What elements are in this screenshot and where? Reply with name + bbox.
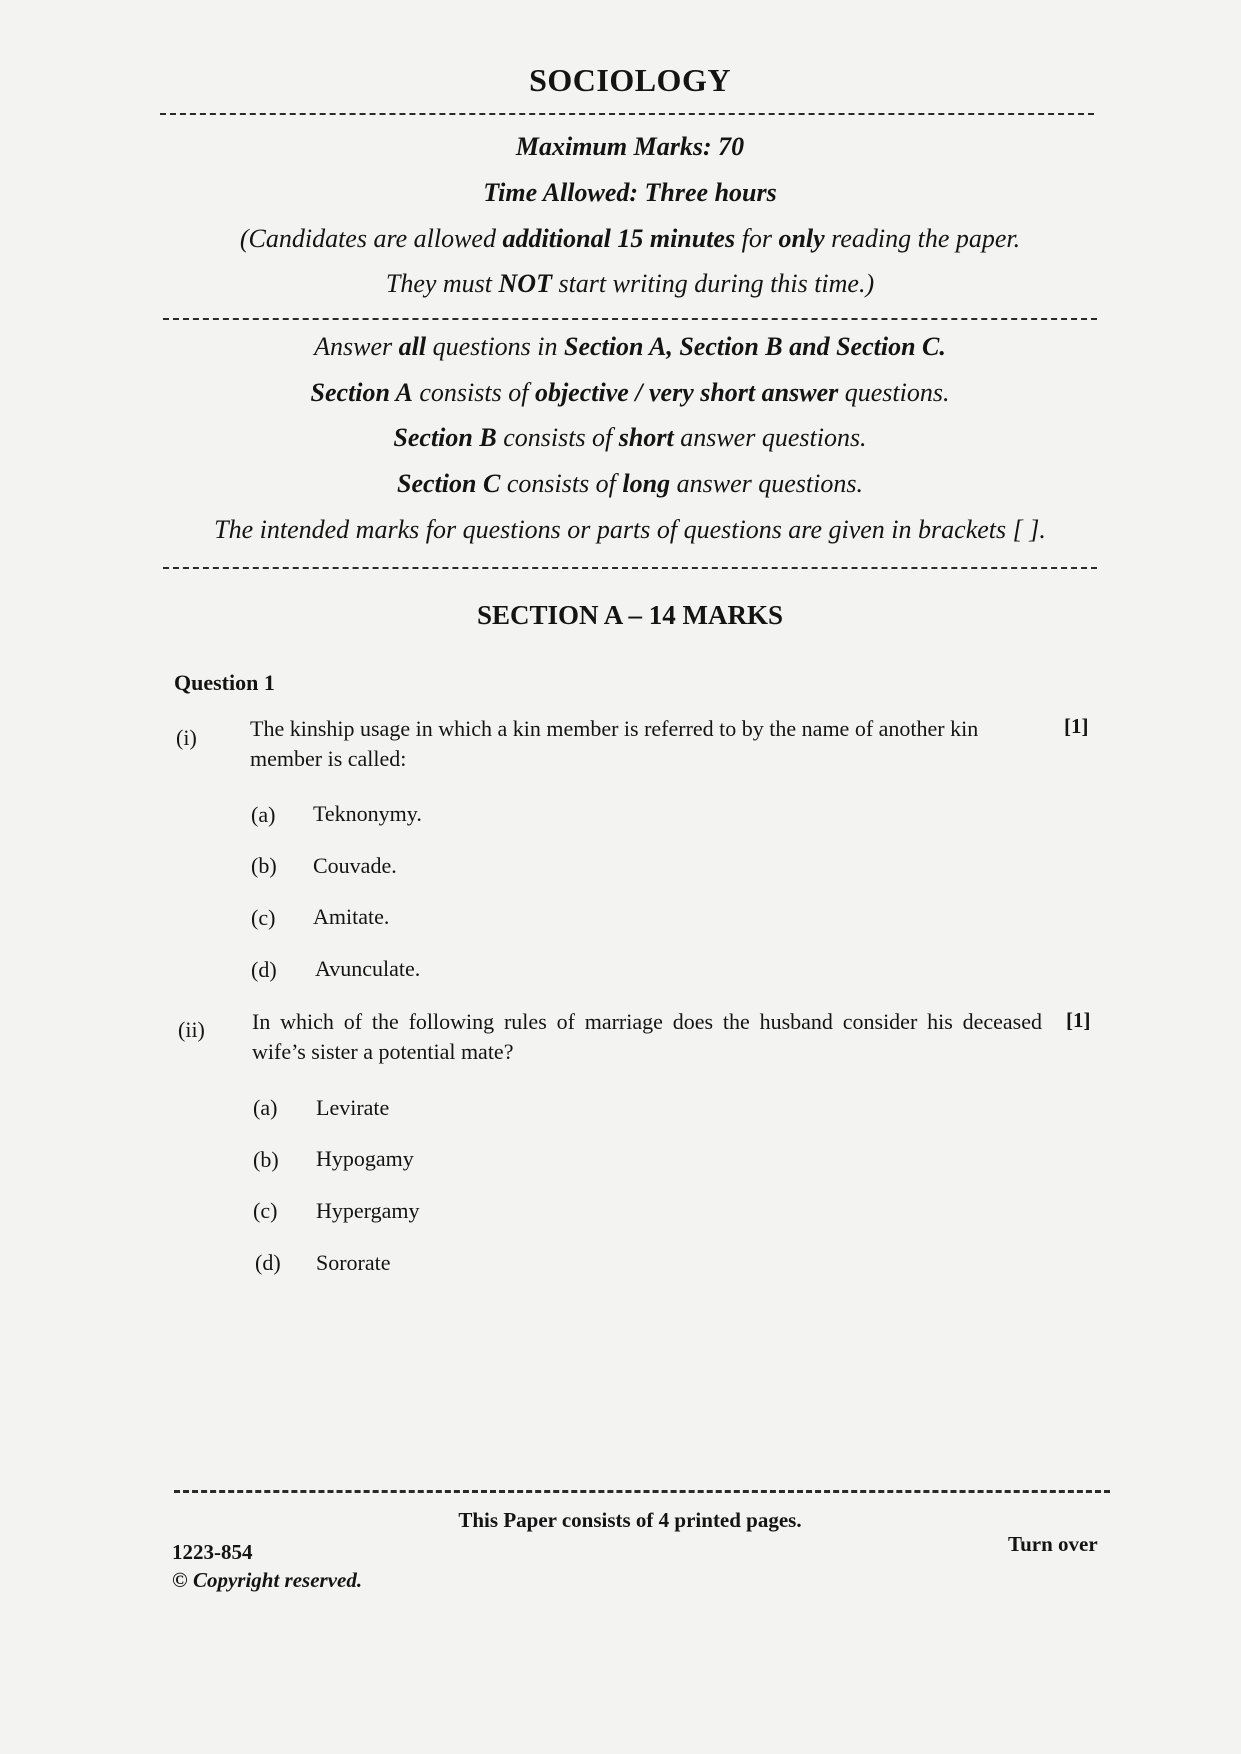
max-marks: Maximum Marks: 70 (515, 132, 745, 161)
instruction-section-c: Section C consists of long answer questions. (397, 469, 863, 498)
question-heading: Question 1 (174, 670, 275, 695)
divider-middle (163, 318, 1097, 320)
option-text: Couvade. (313, 853, 397, 878)
divider-top (160, 113, 1094, 115)
instruction-answer-all: Answer all questions in Section A, Section B and Section C. (314, 332, 946, 361)
marks-badge: [1] (1066, 1008, 1091, 1032)
option-letter: (a) (253, 1095, 278, 1120)
footer-divider (174, 1490, 1110, 1493)
instruction-section-b: Section B consists of short answer questions. (393, 423, 867, 452)
page-title: SOCIOLOGY (529, 62, 731, 98)
question-text: In which of the following rules of marriage does the husband consider his deceased wife’s sister a potential mate? (252, 1009, 1042, 1064)
option-text: Amitate. (313, 904, 390, 929)
option-letter: (a) (251, 802, 276, 827)
question-text: The kinship usage in which a kin member is referred to by the name of another kin member is called: (250, 716, 979, 771)
option-letter: (b) (253, 1147, 279, 1172)
paper-code: 1223-854 (172, 1540, 253, 1564)
option-letter: (d) (251, 957, 277, 982)
no-writing-note: They must NOT start writing during this time.) (385, 269, 875, 298)
instruction-section-a: Section A consists of objective / very short answer questions. (310, 378, 950, 407)
page-count: This Paper consists of 4 printed pages. (458, 1508, 802, 1532)
option-letter: (b) (251, 853, 277, 878)
divider-bottom (163, 567, 1097, 569)
option-letter: (d) (255, 1250, 281, 1275)
option-text: Sororate (316, 1250, 391, 1275)
option-letter: (c) (251, 905, 276, 930)
section-title: SECTION A – 14 MARKS (476, 600, 784, 630)
option-text: Hypogamy (316, 1146, 414, 1171)
copyright-notice: © Copyright reserved. (172, 1568, 363, 1592)
reading-time-note: (Candidates are allowed additional 15 minutes for only reading the paper. (239, 224, 1021, 253)
option-letter: (c) (253, 1198, 278, 1223)
option-text: Avunculate. (315, 956, 421, 981)
option-text: Teknonymy. (313, 801, 422, 826)
instruction-marks-brackets: The intended marks for questions or parts of questions are given in brackets [ ]. (214, 515, 1046, 544)
question-number: (i) (176, 725, 197, 750)
turn-over-label: Turn over (1008, 1532, 1098, 1556)
option-text: Levirate (316, 1095, 390, 1120)
marks-badge: [1] (1064, 714, 1089, 738)
question-number: (ii) (178, 1017, 205, 1042)
time-allowed: Time Allowed: Three hours (483, 178, 777, 207)
option-text: Hypergamy (316, 1198, 420, 1223)
